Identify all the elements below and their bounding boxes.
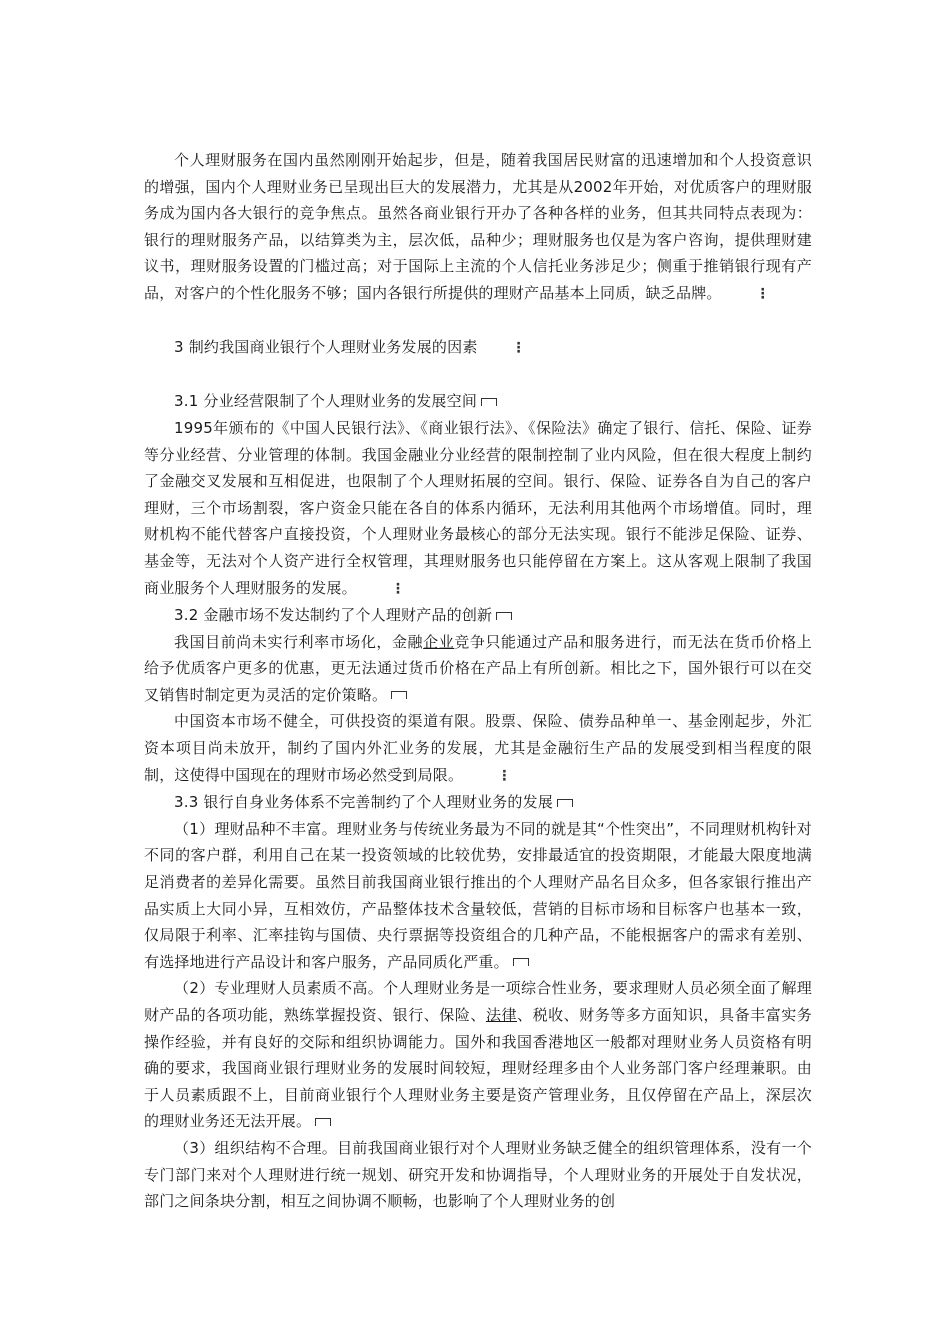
- section-heading-3-3: [144, 789, 812, 816]
- law-link[interactable]: 法律: [485, 1006, 518, 1024]
- blank-line: [144, 362, 812, 389]
- paragraph-mark: ⋮: [497, 767, 512, 784]
- paragraph-intro-text: 个人理财服务在国内虽然刚刚开始起步，但是，随着我国居民财富的迅速增加和个人投资意识的增强，国内个人理财业务已呈现出巨大的发展潜力，尤其是从2002年开始，对优质客户的理财服务成为国内各大银行的竞争焦点。虽然各商业银行开办了各种各样的业务，但其共同特点表现为：银行的理财服务产品，以结算类为主，层次低，品种少；理财服务也仅是为客户咨询，提供理财建议书，理财服务设置的门槛过高；对于国际上主流的个人信托业务涉足少；侧重于推销银行现有产品，对客户的个性化服务不够；国内各银行所提供的理财产品基本上同质，缺乏品牌。: [144, 151, 812, 302]
- line-break-mark: [391, 691, 407, 699]
- document-page: [144, 147, 812, 1215]
- paragraph-3-2-a-text-before: 我国目前尚未实行利率市场化，金融: [174, 632, 424, 651]
- paragraph-3-3-3-text: （3）组织结构不合理。目前我国商业银行对个人理财业务缺乏健全的组织管理体系，没有一个专门部门来对个人理财进行统一规划、研究开发和协调指导，个人理财业务的开展处于自发状况，部门之间条块分割，相互之间协调不顺畅，也影响了个人理财业务的创: [144, 1138, 812, 1211]
- section-heading-3-1-text: 3.1 分业经营限制了个人理财业务的发展空间: [174, 392, 478, 411]
- paragraph-3-2-b-text: 中国资本市场不健全，可供投资的渠道有限。股票、保险、债券品种单一、基金刚起步，外汇资本项目尚未放开，制约了国内外汇业务的发展，尤其是金融衍生产品的发展受到相当程度的限制，这使得中国现在的理财市场必然受到局限。: [144, 712, 812, 784]
- paragraph-mark: ⋮: [390, 580, 406, 597]
- paragraph-3-3-2-text-before: （2）专业理财人员素质不高。个人理财业务是一项综合性业务，要求理财人员必须全面了解理财产品的各项功能，熟练掌握投资、银行、保险、: [144, 979, 812, 1024]
- line-break-mark: [315, 1118, 331, 1126]
- enterprise-link[interactable]: 企业: [423, 632, 455, 651]
- paragraph-3-3-2: [144, 975, 812, 1135]
- paragraph-mark: ⋮: [755, 285, 770, 302]
- paragraph-3-2-a: [144, 629, 812, 709]
- section-heading-3-2: [144, 602, 812, 629]
- paragraph-3-2-b: [144, 708, 812, 789]
- paragraph-3-1-text: 1995年颁布的《中国人民银行法》、《商业银行法》、《保险法》确定了银行、信托、保险、证券等分业经营、分业管理的体制。我国金融业分业经营的限制控制了业内风险，但在很大程度上制约了金融交叉发展和互相促进，也限制了个人理财拓展的空间。银行、保险、证券各自为自己的客户理财，三个市场割裂，客户资金只能在各自的体系内循环，无法利用其他两个市场增值。同时，理财机构不能代替客户直接投资，个人理财业务最核心的部分无法实现。银行不能涉足保险、证券、基金等，无法对个人资产进行全权管理，其理财服务也只能停留在方案上。这从客观上限制了我国商业服务个人理财服务的发展。: [144, 418, 812, 597]
- paragraph-3-3-1: [144, 816, 812, 976]
- paragraph-mark: ⋮: [511, 340, 526, 357]
- line-break-mark: [557, 799, 573, 807]
- section-heading-3: [144, 334, 812, 362]
- paragraph-3-3-2-text-after: 、税收、财务等多方面知识，具备丰富实务操作经验，并有良好的交际和组织协调能力。国外和我国香港地区一般都对理财业务人员资格有明确的要求，我国商业银行理财业务的发展时间较短，理财经理多由个人业务部门客户经理兼职。由于人员素质跟不上，目前商业银行个人理财业务主要是资产管理业务，且仅停留在产品上，深层次的理财业务还无法开展。: [144, 1006, 812, 1131]
- line-break-mark: [481, 398, 497, 406]
- paragraph-3-3-3: [144, 1135, 812, 1215]
- section-heading-3-1: [144, 388, 812, 415]
- section-heading-3-text: 3 制约我国商业银行个人理财业务发展的因素: [174, 338, 478, 357]
- line-break-mark: [513, 958, 529, 966]
- paragraph-intro: [144, 147, 812, 308]
- paragraph-3-2-a-text-after: 竞争只能通过产品和服务进行，而无法在货币价格上给予优质客户更多的优惠，更无法通过货币价格在产品上有所创新。相比之下，国外银行可以在交叉销售时制定更为灵活的定价策略。: [144, 632, 812, 704]
- section-heading-3-3-text: 3.3 银行自身业务体系不完善制约了个人理财业务的发展: [174, 793, 554, 812]
- paragraph-3-3-1-text: （1）理财品种不丰富。理财业务与传统业务最为不同的就是其“个性突出”，不同理财机构针对不同的客户群，利用自己在某一投资领域的比较优势，安排最适宜的投资期限，才能最大限度地满足消费者的差异化需要。虽然目前我国商业银行推出的个人理财产品名目众多，但各家银行推出产品实质上大同小异，互相效仿，产品整体技术含量较低，营销的目标市场和目标客户也基本一致，仅局限于利率、汇率挂钩与国债、央行票据等投资组合的几种产品，不能根据客户的需求有差别、有选择地进行产品设计和客户服务，产品同质化严重。: [144, 819, 812, 971]
- section-heading-3-2-text: 3.2 金融市场不发达制约了个人理财产品的创新: [174, 606, 493, 625]
- line-break-mark: [496, 612, 512, 620]
- blank-line: [144, 308, 812, 335]
- paragraph-3-1: [144, 415, 812, 602]
